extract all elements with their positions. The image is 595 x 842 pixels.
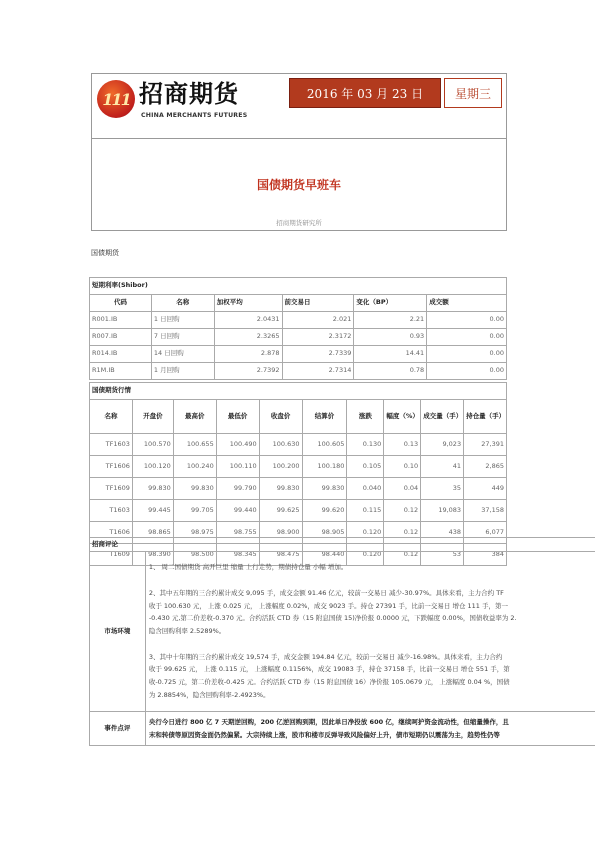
- table-cell: 99.790: [216, 478, 259, 500]
- table-cell: R001.IB: [90, 312, 152, 329]
- table-cell: 7 日回购: [151, 329, 214, 346]
- text-line: 2、其中五年期的三合约累计成交 9,095 手，成交金额 91.46 亿元，较前一交易日 减少-30.97%。具体来看，主力合约 TF: [148, 588, 504, 597]
- table-cell: 98.900: [259, 522, 302, 544]
- table-cell: 0.00: [427, 363, 507, 380]
- col-header: 成交额: [427, 295, 507, 312]
- table-cell: 0.105: [347, 456, 384, 478]
- text-line: [149, 638, 592, 651]
- text-line: 为 2.8854%，隐含回购利率-2.4923%。: [148, 691, 270, 700]
- report-date: 2016 年 03 月 23 日: [289, 78, 441, 108]
- table-cell: 99.830: [173, 478, 216, 500]
- shibor-table: [89, 277, 507, 380]
- table-cell: 35: [421, 478, 464, 500]
- table-cell: 1 日回购: [151, 312, 214, 329]
- table-cell: 9,023: [421, 434, 464, 456]
- table-cell: TF1606: [90, 456, 133, 478]
- table-cell: 2.3172: [282, 329, 354, 346]
- table-cell: 100.570: [132, 434, 173, 456]
- table-cell: 2.3265: [214, 329, 282, 346]
- table-cell: 99.705: [173, 500, 216, 522]
- col-header: 收盘价: [259, 400, 302, 434]
- col-header: 结算价: [302, 400, 347, 434]
- col-header: 最高价: [173, 400, 216, 434]
- table-cell: 0.10: [384, 456, 421, 478]
- table-cell: T1609: [90, 544, 133, 566]
- table-cell: 37,158: [464, 500, 507, 522]
- table-cell: R014.IB: [90, 346, 152, 363]
- event-label: 事件点评: [90, 712, 146, 746]
- page-title: 国债期货早班车: [256, 178, 341, 192]
- table-cell: 0.00: [427, 329, 507, 346]
- table-cell: 98.475: [259, 544, 302, 566]
- table-cell: 0.78: [354, 363, 427, 380]
- section-label: 国债期货: [91, 249, 119, 257]
- table-row: [90, 346, 507, 363]
- logo-english-name: CHINA MERCHANTS FUTURES: [141, 112, 248, 119]
- col-header: 成交量（手）: [421, 400, 464, 434]
- table-cell: 0.04: [384, 478, 421, 500]
- table-cell: 2.021: [282, 312, 354, 329]
- company-logo-icon: [97, 80, 135, 118]
- table-cell: 99.445: [132, 500, 173, 522]
- table-cell: 384: [464, 544, 507, 566]
- table-cell: 99.830: [132, 478, 173, 500]
- table-cell: 98.755: [216, 522, 259, 544]
- table-cell: 100.110: [216, 456, 259, 478]
- event-row: [90, 712, 595, 746]
- table-row: [90, 363, 507, 380]
- col-header: 开盘价: [132, 400, 173, 434]
- table-row: [90, 329, 507, 346]
- commentary-table: [89, 537, 595, 746]
- table-cell: 6,077: [464, 522, 507, 544]
- table-cell: 98.500: [173, 544, 216, 566]
- text-line: -0.430 元,第二价差收-0.370 元。合约活跃 CTD 券（15 附息国债 15)净价报 0.0000 元，下跌幅度 0.00%，国债收益率为 2.: [148, 614, 517, 623]
- table-cell: 2.7339: [282, 346, 354, 363]
- table-row: [90, 500, 507, 522]
- text-line: 末和转债等原因资金面仍然偏紧。大宗持续上涨，股市和楼市反弹导致风险偏好上升，债市短期仍以震荡为主，趋势性仍等: [148, 730, 500, 739]
- futures-caption: 国债期货行情: [90, 383, 507, 400]
- col-header: 最低价: [216, 400, 259, 434]
- logo-chinese-name: 招商期货: [139, 80, 239, 108]
- text-line: 收于 100.630 元， 上涨 0.025 元， 上涨幅度 0.02%，成交 9023 手。持仓 27391 手，比前一交易日 增仓 111 手，第一: [148, 601, 509, 610]
- table-cell: 0.00: [427, 312, 507, 329]
- table-row: [90, 434, 507, 456]
- text-line: 收-0.725 元，第二价差收-0.425 元。合约活跃 CTD 券（15 附息国债 16）净价报 105.0679 元， 上涨幅度 0.04 %，国债: [148, 678, 510, 687]
- table-cell: 2.21: [354, 312, 427, 329]
- text-line: [149, 574, 592, 587]
- col-header: 前交易日: [282, 295, 354, 312]
- col-header: 涨跌: [347, 400, 384, 434]
- table-cell: 449: [464, 478, 507, 500]
- table-cell: 100.180: [302, 456, 347, 478]
- table-cell: TF1603: [90, 434, 133, 456]
- table-row: [90, 456, 507, 478]
- table-cell: 0.12: [384, 500, 421, 522]
- table-cell: 100.630: [259, 434, 302, 456]
- table-cell: 99.830: [259, 478, 302, 500]
- table-cell: 14.41: [354, 346, 427, 363]
- table-cell: 99.440: [216, 500, 259, 522]
- text-line: 3、其中十年期的三合约累计成交 19,574 手，成交金额 194.84 亿元，较前一交易日 减少-16.98%。具体来看，主力合约: [148, 652, 503, 661]
- table-cell: 0.130: [347, 434, 384, 456]
- text-line: 收于 99.625 元， 上涨 0.115 元， 上涨幅度 0.1156%，成交 19083 手，持仓 37158 手，比前一交易日 增仓 551 手，第: [148, 665, 510, 674]
- table-cell: 100.605: [302, 434, 347, 456]
- table-cell: 0.040: [347, 478, 384, 500]
- table-cell: 2.7314: [282, 363, 354, 380]
- market-env-label: 市场环境: [90, 552, 146, 712]
- col-header: 持仓量（手）: [464, 400, 507, 434]
- table-row: [90, 312, 507, 329]
- table-cell: 99.620: [302, 500, 347, 522]
- table-cell: 1 月回购: [151, 363, 214, 380]
- logo-mark: 111: [102, 89, 130, 109]
- market-env-text: [145, 552, 595, 712]
- col-header: 幅度（%）: [384, 400, 421, 434]
- table-cell: 53: [421, 544, 464, 566]
- table-cell: 99.830: [302, 478, 347, 500]
- table-cell: 0.93: [354, 329, 427, 346]
- text-line: 隐含回购利率 2.5289%。: [148, 627, 226, 636]
- table-cell: 100.240: [173, 456, 216, 478]
- table-cell: 0.120: [347, 544, 384, 566]
- table-cell: 99.625: [259, 500, 302, 522]
- table-cell: 98.905: [302, 522, 347, 544]
- table-cell: 100.655: [173, 434, 216, 456]
- market-env-row: [90, 552, 595, 712]
- col-header: 加权平均: [214, 295, 282, 312]
- table-cell: 98.390: [132, 544, 173, 566]
- table-cell: 14 日回购: [151, 346, 214, 363]
- table-cell: 98.865: [132, 522, 173, 544]
- table-cell: 0.12: [384, 522, 421, 544]
- table-cell: 2.0431: [214, 312, 282, 329]
- text-line: 1、 周二国债期货 高开巨里 缩量 上行走势，期债持仓量 小幅 增加。: [148, 563, 348, 572]
- text-line: 央行今日进行 800 亿 7 天期逆回购，200 亿逆回购到期，因此单日净投放 600 亿，继续呵护资金流动性，但缩量操作，且: [148, 717, 509, 726]
- table-cell: 2,865: [464, 456, 507, 478]
- futures-header-row: [90, 400, 507, 434]
- shibor-caption: 短期利率(Shibor): [90, 278, 507, 295]
- col-header: 代码: [90, 295, 152, 312]
- table-cell: R1M.IB: [90, 363, 152, 380]
- table-cell: 27,391: [464, 434, 507, 456]
- table-cell: 98.440: [302, 544, 347, 566]
- table-cell: 0.00: [427, 346, 507, 363]
- table-cell: T1606: [90, 522, 133, 544]
- table-cell: TF1609: [90, 478, 133, 500]
- table-cell: 100.490: [216, 434, 259, 456]
- table-cell: R007.IB: [90, 329, 152, 346]
- report-weekday: 星期三: [444, 78, 502, 108]
- table-cell: 98.975: [173, 522, 216, 544]
- table-row: [90, 478, 507, 500]
- table-cell: 0.120: [347, 522, 384, 544]
- page-subtitle: 招商期货研究所: [276, 219, 322, 227]
- col-header: 名称: [151, 295, 214, 312]
- table-cell: 438: [421, 522, 464, 544]
- table-cell: 41: [421, 456, 464, 478]
- table-cell: T1603: [90, 500, 133, 522]
- table-cell: 0.115: [347, 500, 384, 522]
- table-cell: 98.345: [216, 544, 259, 566]
- col-header: 变化（BP）: [354, 295, 427, 312]
- col-header: 名称: [90, 400, 133, 434]
- table-cell: 19,083: [421, 500, 464, 522]
- shibor-header-row: [90, 295, 507, 312]
- table-cell: 100.200: [259, 456, 302, 478]
- event-text: [145, 712, 595, 746]
- commentary-caption: 招商评论: [90, 538, 595, 552]
- table-cell: 100.120: [132, 456, 173, 478]
- table-cell: 0.12: [384, 544, 421, 566]
- table-cell: 0.13: [384, 434, 421, 456]
- table-cell: 2.7392: [214, 363, 282, 380]
- table-cell: 2.878: [214, 346, 282, 363]
